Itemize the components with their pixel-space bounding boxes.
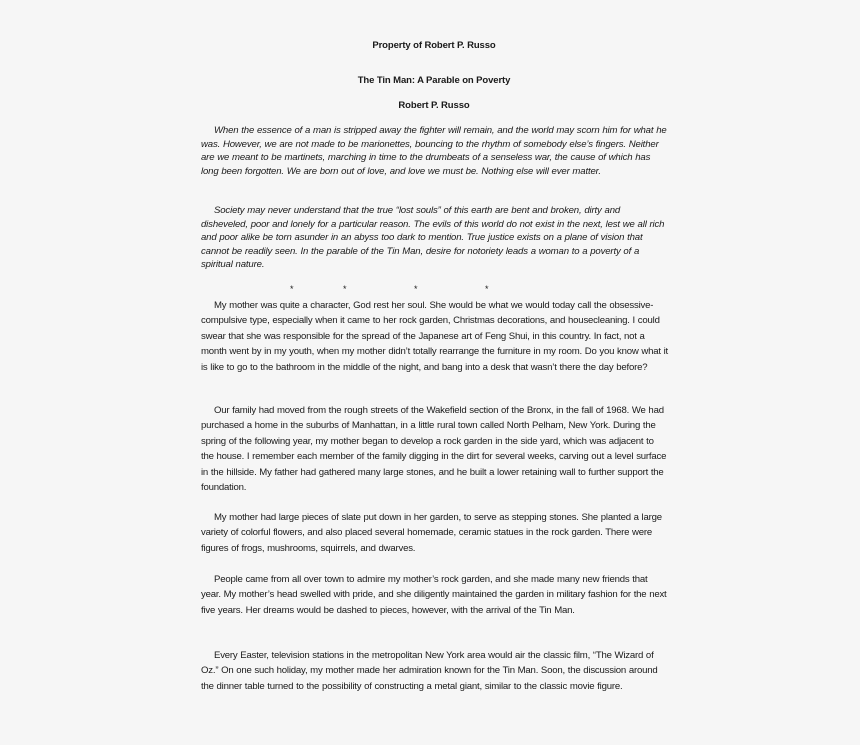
body-paragraph-2: Our family had moved from the rough streets of the Wakefield section of the Bronx, in the fall of 1968. We had purchased a home in the suburbs of Manhattan, in a little rural town called North Pelham, New York. During the spring of the following year, my mother began to develop a rock garden in the side yard, which was adjacent to the house. I remember each member of the family digging in the dirt for several weeks, carving out a level surface in the hillside. My father had gathered many large stones, and he built a lower retaining wall to further support the foundation.	[201, 405, 667, 494]
body-paragraph-1: My mother was quite a character, God rest her soul. She would be what we would today call the obsessive-compulsive type, especially when it came to her rock garden, Christmas decorations, and housecleaning. I could swear that she was responsible for the spread of the Japanese art of Feng Shui, in this country. In fact, not a month went by in my youth, when my mother didn’t totally rearrange the furniture in my room. Do you know what it is like to go to the bathroom in the middle of the night, and bang into a desk that wasn’t there the day before?	[201, 300, 669, 373]
body-paragraph-3: My mother had large pieces of slate put down in her garden, to serve as stepping stones. She planted a large variety of colorful flowers, and also placed several homemade, ceramic statues in the rock garden. There were figures of frogs, mushrooms, squirrels, and dwarves.	[201, 512, 662, 554]
epigraph-1: When the essence of a man is stripped away the fighter will remain, and the world may scorn him for what he was. However, we are not made to be marionettes, bouncing to the rhythm of somebody else’s fingers. Neither are we meant to be martinets, marching in time to the drumbeats of a senseless war, the cause of which has long been forgotten. We are born out of love, and love we must be. Nothing else will ever matter.	[201, 125, 667, 177]
body-paragraph-4: People came from all over town to admire my mother’s rock garden, and she made many new friends that year. My mother’s head swelled with pride, and she diligently maintained the garden in military fashion for the next five years. Her dreams would be dashed to pieces, however, with the arrival of the Tin Man.	[201, 574, 667, 616]
separator-asterisk: *	[414, 284, 418, 294]
property-line: Property of Robert P. Russo	[372, 40, 496, 51]
separator-asterisk: *	[485, 284, 489, 294]
body-paragraph-5: Every Easter, television stations in the metropolitan New York area would air the classic film, “The Wizard of Oz.” On one such holiday, my mother made her admiration known for the Tin Man. Soon, the discussion around the dinner table turned to the possibility of constructing a metal giant, similar to the classic movie figure.	[201, 650, 658, 692]
separator-asterisk: *	[290, 284, 294, 294]
epigraph-2: Society may never understand that the true “lost souls” of this earth are bent and broken, dirty and disheveled, poor and lonely for a particular reason. The evils of this world do not exist in the next, lest we all rich and poor alike be torn asunder in an abyss too dark to mention. True justice exists on a plane of vision that cannot be readily seen. In the parable of the Tin Man, desire for notoriety leads a woman to a poverty of a spiritual nature.	[201, 205, 665, 270]
document-title: The Tin Man: A Parable on Poverty	[357, 75, 511, 86]
author-byline: Robert P. Russo	[398, 100, 470, 111]
section-separator	[201, 284, 667, 294]
separator-asterisk: *	[343, 284, 347, 294]
